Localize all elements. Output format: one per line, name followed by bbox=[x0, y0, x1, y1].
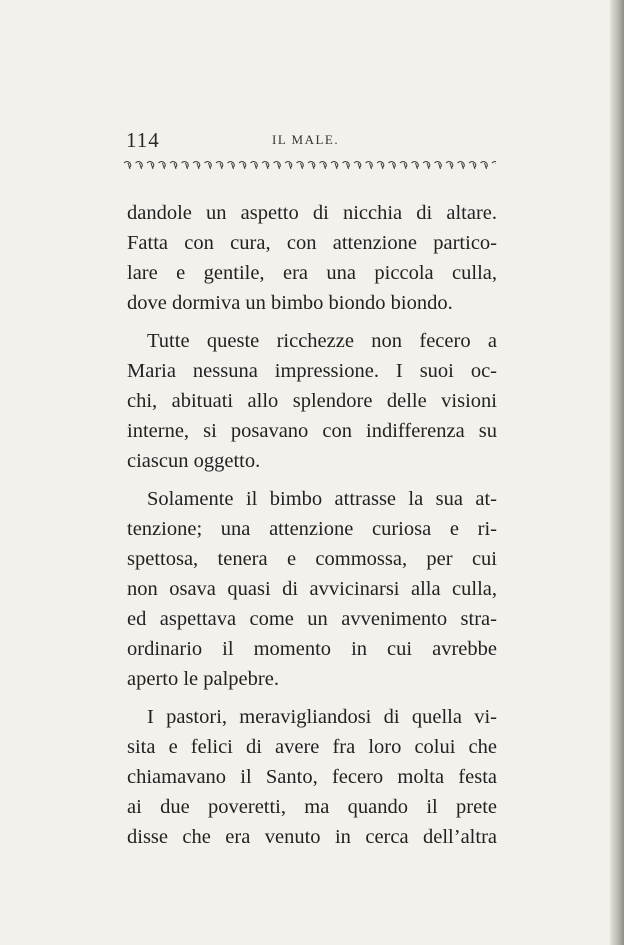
text-line: ordinario il momento in cui avrebbe bbox=[127, 638, 497, 660]
text-line: Tutte queste ricchezze non fecero a bbox=[147, 330, 497, 352]
text-line: dove dormiva un bimbo biondo biondo. bbox=[127, 292, 453, 314]
text-line: chiamavano il Santo, fecero molta festa bbox=[127, 766, 497, 788]
text-line: chi, abituati allo splendore delle visioni bbox=[127, 390, 497, 412]
page-edge-shadow bbox=[610, 0, 624, 945]
paragraph-gap bbox=[127, 318, 497, 326]
running-head: IL MALE. bbox=[272, 132, 340, 147]
text-line: lare e gentile, era una piccola culla, bbox=[127, 262, 497, 284]
paragraph-gap bbox=[127, 476, 497, 484]
text-line: tenzione; una attenzione curiosa e ri- bbox=[127, 518, 497, 540]
body-text bbox=[127, 198, 497, 852]
text-line: Solamente il bimbo attrasse la sua at- bbox=[147, 488, 497, 510]
text-line: Maria nessuna impressione. I suoi oc- bbox=[127, 360, 497, 382]
text-line: disse che era venuto in cerca dell’altra bbox=[127, 826, 497, 848]
text-line: Fatta con cura, con attenzione partico- bbox=[127, 232, 497, 254]
text-line: I pastori, meravigliandosi di quella vi- bbox=[147, 706, 497, 728]
text-line: interne, si posavano con indifferenza su bbox=[127, 420, 497, 442]
paragraph-gap bbox=[127, 694, 497, 702]
text-line: ciascun oggetto. bbox=[127, 450, 261, 472]
text-line: non osava quasi di avvicinarsi alla culla, bbox=[127, 578, 497, 600]
page-header bbox=[126, 128, 496, 152]
text-line: dandole un aspetto di nicchia di altare. bbox=[127, 202, 497, 224]
text-line: spettosa, tenera e commossa, per cui bbox=[127, 548, 497, 570]
text-line: sita e felici di avere fra loro colui che bbox=[127, 736, 497, 758]
text-line: ai due poveretti, ma quando il prete bbox=[127, 796, 497, 818]
text-line: aperto le palpebre. bbox=[127, 668, 279, 690]
page-number: 114 bbox=[126, 128, 160, 152]
vine-ornament-icon bbox=[122, 160, 496, 170]
text-line: ed aspettava come un avvenimento stra- bbox=[127, 608, 497, 630]
